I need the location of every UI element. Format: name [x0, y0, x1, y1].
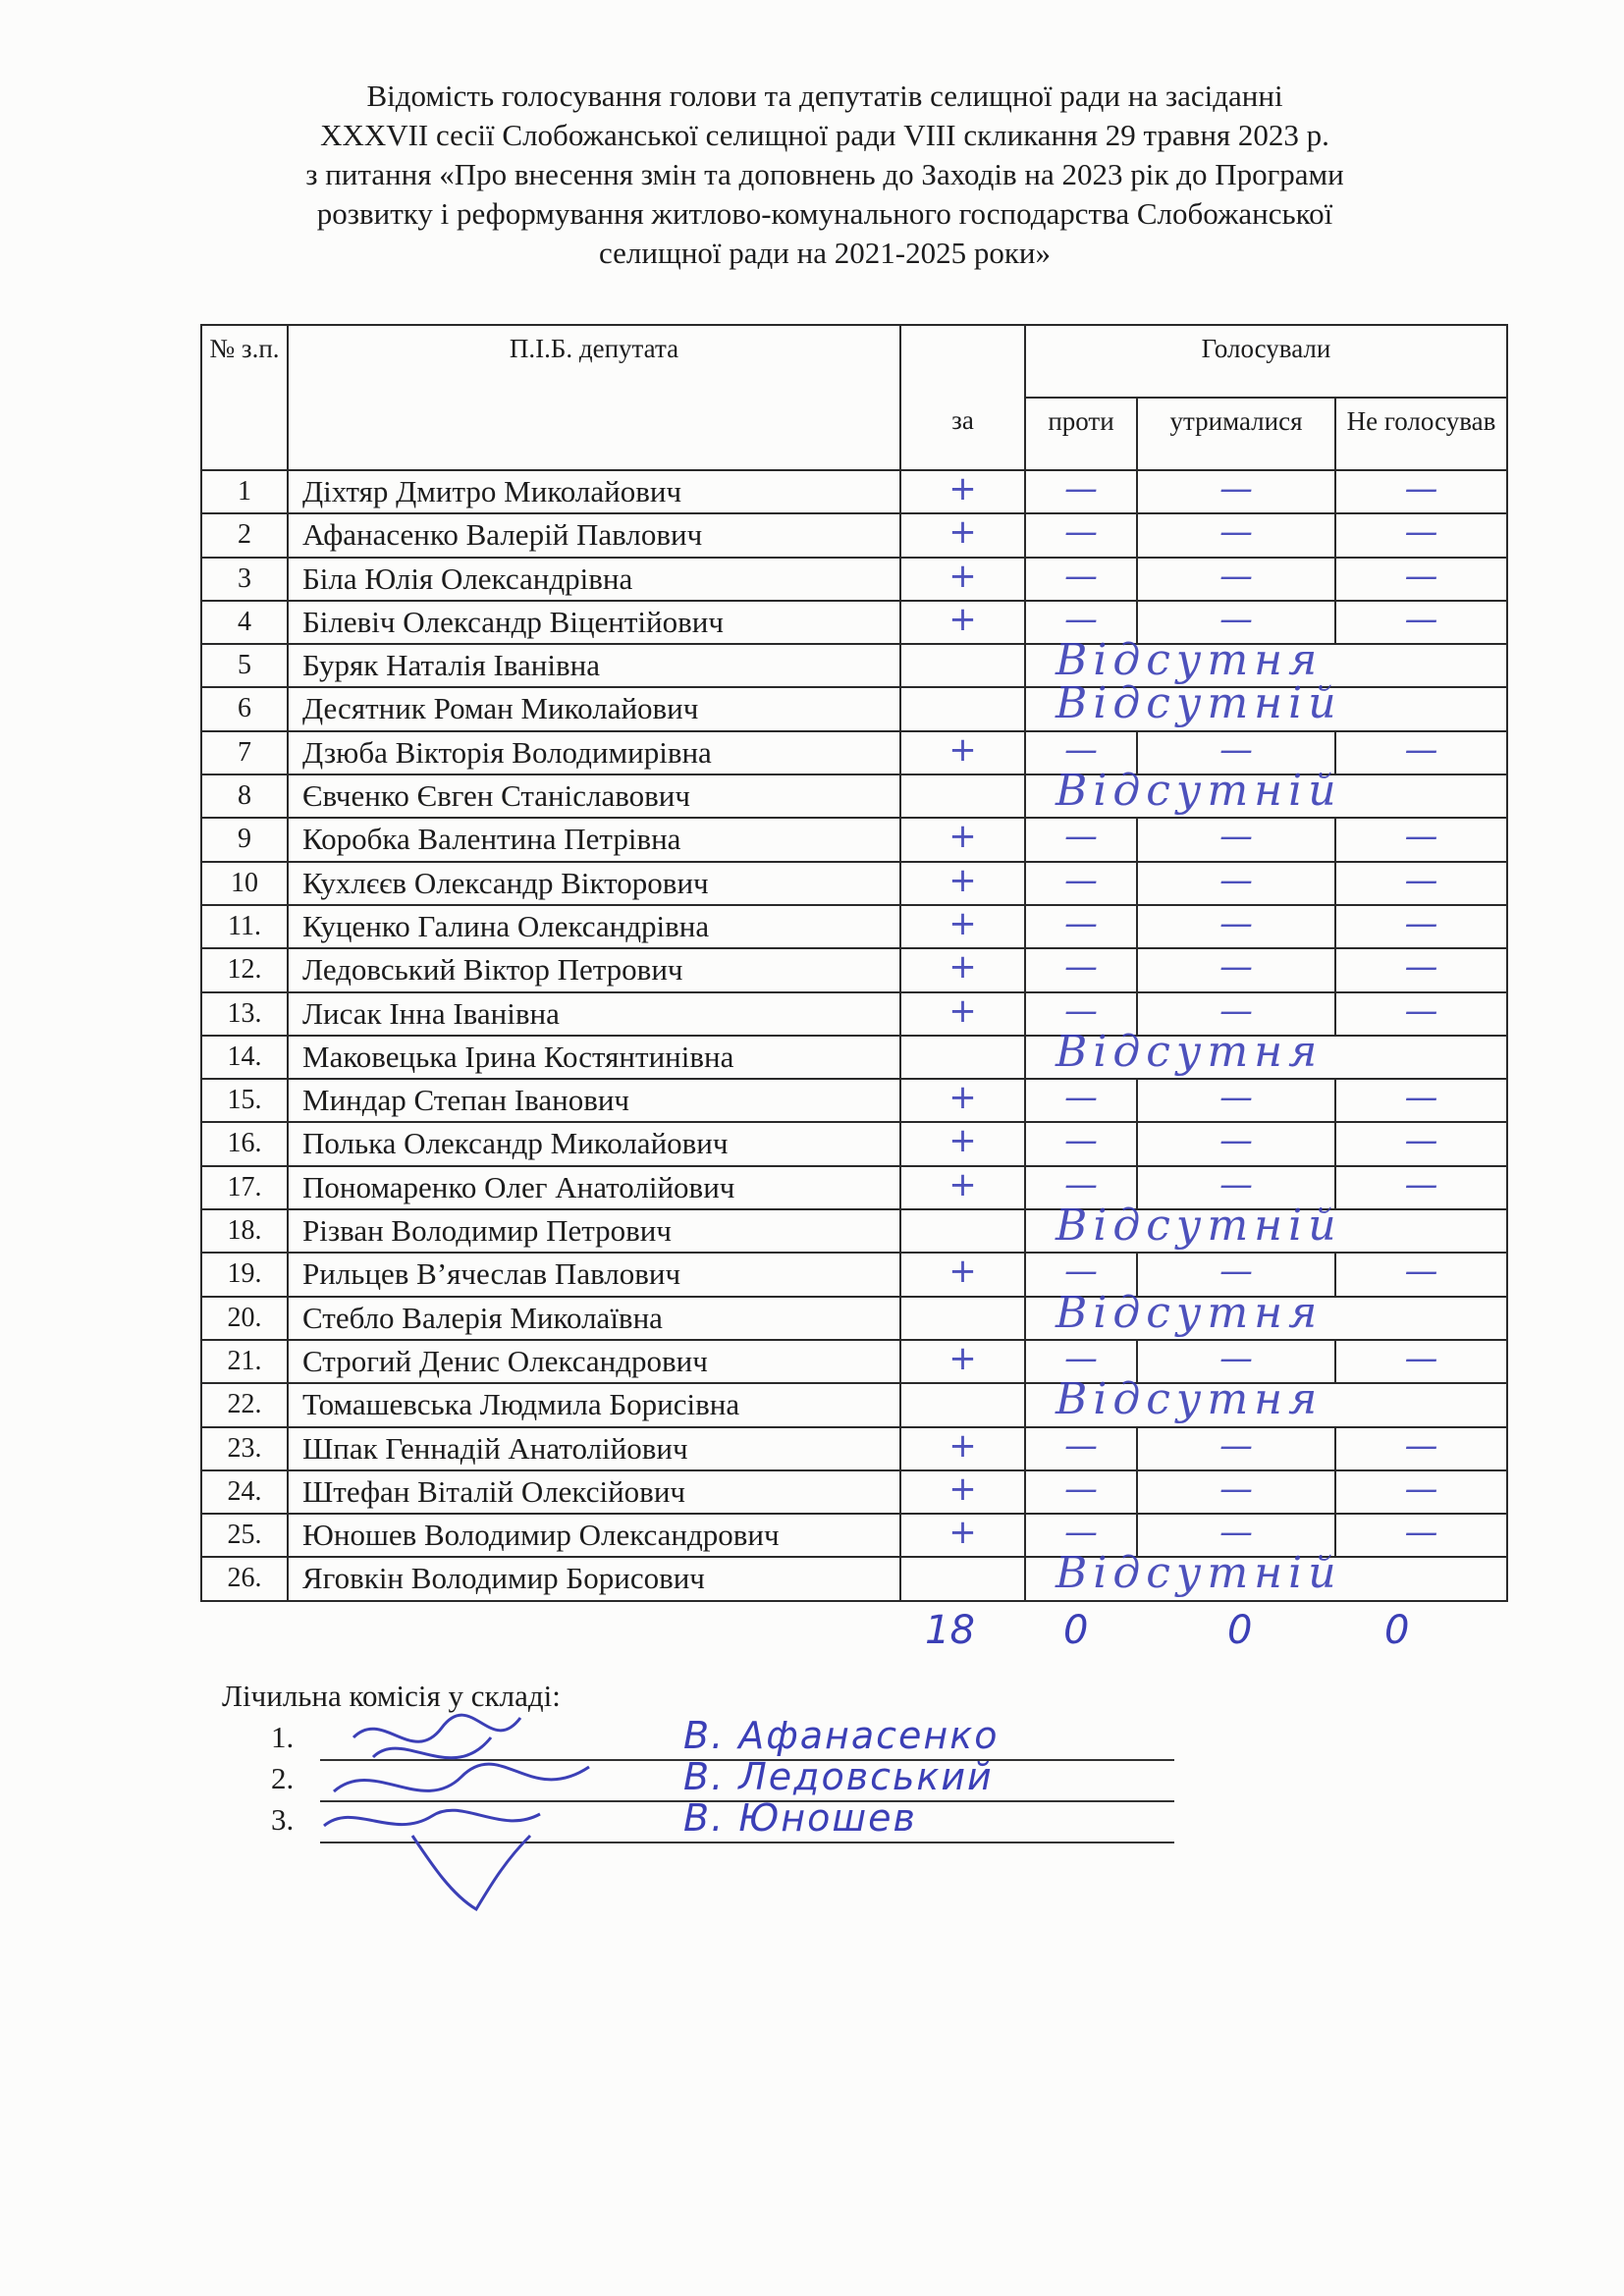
vote-for: [900, 1166, 1025, 1209]
vote-against-mark: —: [1064, 1078, 1098, 1118]
deputy-name: Кухлєєв Олександр Вікторович: [288, 862, 900, 905]
deputy-name: Томашевська Людмила Борисівна: [288, 1383, 900, 1426]
title-line-1: Відомість голосування голови та депутатів селищної ради на засіданні: [366, 79, 1283, 113]
absent-mark-cell: [1025, 1287, 1507, 1340]
vote-against-mark: —: [1064, 947, 1098, 988]
table-row: [201, 470, 1507, 513]
row-number: 23.: [201, 1427, 288, 1470]
title-line-3: з питання «Про внесення змін та доповнень до Заходів на 2023 рік до Програми: [305, 157, 1344, 191]
deputy-name: Діхтяр Дмитро Миколайович: [288, 470, 900, 513]
row-number: 6: [201, 687, 288, 730]
vote-for: [900, 1253, 1025, 1296]
vote-against: [1025, 948, 1137, 991]
row-number: 8: [201, 774, 288, 818]
header-abstain: утрималися: [1137, 398, 1335, 470]
row-number: 4: [201, 601, 288, 644]
vote-not-voted: [1335, 1122, 1507, 1165]
vote-not-voted: [1335, 862, 1507, 905]
vote-table: [200, 324, 1508, 1602]
vote-for: [900, 558, 1025, 601]
absent-mark: Відсутній: [1056, 678, 1342, 729]
row-number: 18.: [201, 1209, 288, 1253]
table-row: [201, 1122, 1507, 1165]
table-row: [201, 1036, 1507, 1079]
vote-for: [900, 601, 1025, 644]
vote-abstain-mark: —: [1219, 1425, 1253, 1466]
total-abstain: 0: [1227, 1608, 1253, 1653]
table-row: [201, 818, 1507, 861]
vote-for: [900, 1036, 1025, 1079]
vote-abstain-mark: —: [1219, 947, 1253, 988]
vote-for-mark: +: [948, 1338, 977, 1378]
vote-not-voted-mark: —: [1404, 860, 1438, 900]
row-number: 5: [201, 644, 288, 687]
row-number: 7: [201, 731, 288, 774]
absent-mark-cell: [1025, 678, 1507, 730]
commission-member-3: [271, 1802, 294, 1838]
vote-not-voted-mark: —: [1404, 1513, 1438, 1553]
deputy-name: Пономаренко Олег Анатолійович: [288, 1166, 900, 1209]
vote-not-voted-mark: —: [1404, 729, 1438, 770]
vote-not-voted-mark: —: [1404, 947, 1438, 988]
vote-against: [1025, 1079, 1137, 1122]
vote-for: [900, 862, 1025, 905]
vote-for: [900, 905, 1025, 948]
header-for: за: [900, 398, 1025, 470]
absent-mark: Відсутня: [1056, 1374, 1324, 1425]
deputy-name: Біла Юлія Олександрівна: [288, 558, 900, 601]
absent-mark: Відсутня: [1056, 1026, 1324, 1077]
member-name: В. Ледовський: [683, 1755, 994, 1798]
deputy-name: Коробка Валентина Петрівна: [288, 818, 900, 861]
vote-abstain-mark: —: [1219, 512, 1253, 553]
vote-for-mark: +: [948, 1078, 977, 1118]
vote-against-mark: —: [1064, 1121, 1098, 1161]
deputy-name: Маковецька Ірина Костянтинівна: [288, 1036, 900, 1079]
vote-not-voted: [1335, 470, 1507, 513]
vote-for: [900, 731, 1025, 774]
vote-for: [900, 1514, 1025, 1557]
absent-mark-cell: [1025, 1026, 1507, 1079]
vote-against-mark: —: [1064, 512, 1098, 553]
vote-abstain: [1137, 948, 1335, 991]
vote-abstain-mark: —: [1219, 1338, 1253, 1378]
row-number: 24.: [201, 1470, 288, 1514]
vote-for-mark: +: [948, 1252, 977, 1292]
row-number: 13.: [201, 992, 288, 1036]
total-not-voted: 0: [1384, 1608, 1410, 1653]
deputy-name: Строгий Денис Олександрович: [288, 1340, 900, 1383]
vote-not-voted: [1335, 1340, 1507, 1383]
header-name: П.І.Б. депутата: [288, 325, 900, 470]
vote-for: [900, 774, 1025, 818]
deputy-name: Ледовський Віктор Петрович: [288, 948, 900, 991]
total-for: 18: [925, 1608, 975, 1653]
absent-mark-cell: [1025, 1201, 1507, 1253]
table-row: [201, 513, 1507, 557]
deputy-name: Миндар Степан Іванович: [288, 1079, 900, 1122]
deputy-name: Штефан Віталій Олексійович: [288, 1470, 900, 1514]
row-number: 1: [201, 470, 288, 513]
table-row: [201, 1383, 1507, 1426]
vote-table-body: [201, 470, 1507, 1601]
header-against: проти: [1025, 398, 1137, 470]
vote-against-mark: —: [1064, 817, 1098, 857]
vote-abstain-mark: —: [1219, 817, 1253, 857]
vote-for-mark: +: [948, 1513, 977, 1553]
row-number: 19.: [201, 1253, 288, 1296]
vote-not-voted: [1335, 601, 1507, 644]
absent-mark: Відсутній: [1056, 1201, 1342, 1252]
vote-for: [900, 470, 1025, 513]
table-row: [201, 774, 1507, 818]
table-row: [201, 1079, 1507, 1122]
vote-not-voted-mark: —: [1404, 1252, 1438, 1292]
table-row: [201, 687, 1507, 730]
vote-against-mark: —: [1064, 1164, 1098, 1204]
commission-member-2: [271, 1761, 294, 1796]
vote-against-mark: —: [1064, 599, 1098, 639]
vote-for-mark: +: [948, 947, 977, 988]
vote-abstain: [1137, 1470, 1335, 1514]
absent-mark: Відсутній: [1056, 1548, 1342, 1599]
vote-abstain: [1137, 558, 1335, 601]
vote-for: [900, 1079, 1025, 1122]
deputy-name: Лисак Інна Іванівна: [288, 992, 900, 1036]
handwritten-signatures: [295, 1698, 707, 1924]
deputy-name: Десятник Роман Миколайович: [288, 687, 900, 730]
vote-not-voted: [1335, 948, 1507, 991]
vote-for-mark: +: [948, 469, 977, 508]
vote-abstain-mark: —: [1219, 860, 1253, 900]
vote-against: [1025, 818, 1137, 861]
vote-for-mark: +: [948, 729, 977, 770]
vote-against-mark: —: [1064, 1513, 1098, 1553]
deputy-name: Полька Олександр Миколайович: [288, 1122, 900, 1165]
vote-against: [1025, 1470, 1137, 1514]
absent-mark: Відсутня: [1056, 1287, 1324, 1338]
vote-for-mark: +: [948, 860, 977, 900]
vote-abstain: [1137, 1122, 1335, 1165]
vote-not-voted: [1335, 1514, 1507, 1557]
vote-against: [1025, 862, 1137, 905]
deputy-name: Стебло Валерія Миколаївна: [288, 1297, 900, 1340]
vote-against: [1025, 905, 1137, 948]
vote-not-voted-mark: —: [1404, 556, 1438, 596]
vote-for-mark: +: [948, 1425, 977, 1466]
table-row: [201, 1557, 1507, 1600]
member-number: 2.: [271, 1761, 295, 1795]
vote-abstain-mark: —: [1219, 1468, 1253, 1509]
header-not-voted: Не голосував: [1335, 398, 1507, 470]
vote-for-mark: +: [948, 599, 977, 639]
vote-for-mark: +: [948, 1468, 977, 1509]
vote-not-voted-mark: —: [1404, 1425, 1438, 1466]
table-row: [201, 948, 1507, 991]
row-number: 9: [201, 818, 288, 861]
vote-for: [900, 1427, 1025, 1470]
title-line-2: XXXVII сесії Слобожанської селищної ради VIII скликання 29 травня 2023 р.: [320, 118, 1329, 152]
vote-for-mark: +: [948, 990, 977, 1031]
title-line-4: розвитку і реформування житлово-комунального господарства Слобожанської: [316, 196, 1333, 231]
vote-not-voted-mark: —: [1404, 1121, 1438, 1161]
header-blank: [900, 325, 1025, 398]
totals-row: [0, 1608, 1624, 1667]
deputy-name: Білевіч Олександр Віцентійович: [288, 601, 900, 644]
vote-abstain-mark: —: [1219, 729, 1253, 770]
vote-abstain-mark: —: [1219, 1252, 1253, 1292]
vote-abstain-mark: —: [1219, 990, 1253, 1031]
vote-against: [1025, 1122, 1137, 1165]
vote-against: [1025, 558, 1137, 601]
row-number: 21.: [201, 1340, 288, 1383]
vote-not-voted-mark: —: [1404, 512, 1438, 553]
vote-against-mark: —: [1064, 469, 1098, 508]
vote-against-mark: —: [1064, 990, 1098, 1031]
table-row: [201, 1297, 1507, 1340]
vote-abstain: [1137, 905, 1335, 948]
vote-for: [900, 1122, 1025, 1165]
vote-for: [900, 948, 1025, 991]
document-title: [226, 77, 1424, 273]
vote-against-mark: —: [1064, 860, 1098, 900]
table-row: [201, 862, 1507, 905]
deputy-name: Дзюба Вікторія Володимирівна: [288, 731, 900, 774]
vote-against-mark: —: [1064, 1252, 1098, 1292]
vote-not-voted-mark: —: [1404, 990, 1438, 1031]
vote-not-voted: [1335, 992, 1507, 1036]
vote-abstain: [1137, 470, 1335, 513]
vote-not-voted: [1335, 513, 1507, 557]
deputy-name: Шпак Геннадій Анатолійович: [288, 1427, 900, 1470]
vote-not-voted-mark: —: [1404, 1164, 1438, 1204]
row-number: 15.: [201, 1079, 288, 1122]
deputy-name: Різван Володимир Петрович: [288, 1209, 900, 1253]
deputy-name: Рильцев В’ячеслав Павлович: [288, 1253, 900, 1296]
vote-not-voted-mark: —: [1404, 903, 1438, 943]
vote-for: [900, 1557, 1025, 1600]
deputy-name: Яговкін Володимир Борисович: [288, 1557, 900, 1600]
vote-not-voted-mark: —: [1404, 599, 1438, 639]
row-number: 16.: [201, 1122, 288, 1165]
absent-mark: Відсутня: [1056, 635, 1324, 686]
vote-abstain-mark: —: [1219, 599, 1253, 639]
total-against: 0: [1063, 1608, 1089, 1653]
row-number: 10: [201, 862, 288, 905]
vote-not-voted: [1335, 1166, 1507, 1209]
vote-against: [1025, 470, 1137, 513]
vote-for: [900, 513, 1025, 557]
title-line-5: селищної ради на 2021-2025 роки»: [599, 236, 1051, 270]
deputy-name: Афанасенко Валерій Павлович: [288, 513, 900, 557]
vote-not-voted: [1335, 1253, 1507, 1296]
vote-abstain: [1137, 1427, 1335, 1470]
vote-against: [1025, 1427, 1137, 1470]
vote-abstain-mark: —: [1219, 1078, 1253, 1118]
member-name: В. Юношев: [683, 1796, 917, 1840]
absent-mark: Відсутній: [1056, 766, 1342, 817]
vote-against-mark: —: [1064, 903, 1098, 943]
header-number: № з.п.: [201, 325, 288, 470]
vote-for-mark: +: [948, 817, 977, 857]
commission-label: Лічильна комісія у складі:: [222, 1679, 561, 1713]
vote-for: [900, 1297, 1025, 1340]
member-number: 3.: [271, 1802, 295, 1837]
row-number: 11.: [201, 905, 288, 948]
vote-abstain-mark: —: [1219, 1513, 1253, 1553]
member-name: В. Афанасенко: [683, 1714, 1000, 1757]
vote-for: [900, 1470, 1025, 1514]
vote-abstain: [1137, 862, 1335, 905]
row-number: 2: [201, 513, 288, 557]
vote-abstain-mark: —: [1219, 1121, 1253, 1161]
deputy-name: Куценко Галина Олександрівна: [288, 905, 900, 948]
vote-against-mark: —: [1064, 1338, 1098, 1378]
vote-not-voted-mark: —: [1404, 1338, 1438, 1378]
vote-against-mark: —: [1064, 1425, 1098, 1466]
vote-for: [900, 687, 1025, 730]
absent-mark-cell: [1025, 766, 1507, 818]
vote-for-mark: +: [948, 556, 977, 596]
vote-abstain-mark: —: [1219, 903, 1253, 943]
vote-not-voted: [1335, 558, 1507, 601]
row-number: 26.: [201, 1557, 288, 1600]
vote-against-mark: —: [1064, 556, 1098, 596]
row-number: 12.: [201, 948, 288, 991]
vote-for: [900, 1383, 1025, 1426]
vote-not-voted-mark: —: [1404, 469, 1438, 508]
vote-not-voted: [1335, 1079, 1507, 1122]
member-number: 1.: [271, 1720, 295, 1754]
vote-not-voted-mark: —: [1404, 1078, 1438, 1118]
table-row: [201, 1470, 1507, 1514]
vote-not-voted-mark: —: [1404, 1468, 1438, 1509]
header-voted: Голосували: [1025, 325, 1507, 398]
vote-not-voted: [1335, 1470, 1507, 1514]
vote-abstain: [1137, 818, 1335, 861]
vote-against-mark: —: [1064, 1468, 1098, 1509]
vote-not-voted: [1335, 905, 1507, 948]
vote-for: [900, 992, 1025, 1036]
table-row: [201, 1427, 1507, 1470]
row-number: 14.: [201, 1036, 288, 1079]
vote-for: [900, 818, 1025, 861]
vote-not-voted: [1335, 818, 1507, 861]
table-row: [201, 905, 1507, 948]
vote-against: [1025, 513, 1137, 557]
vote-abstain: [1137, 1079, 1335, 1122]
table-row: [201, 558, 1507, 601]
vote-for-mark: +: [948, 512, 977, 553]
row-number: 20.: [201, 1297, 288, 1340]
vote-abstain: [1137, 513, 1335, 557]
vote-for-mark: +: [948, 1121, 977, 1161]
vote-not-voted: [1335, 731, 1507, 774]
row-number: 17.: [201, 1166, 288, 1209]
row-number: 3: [201, 558, 288, 601]
row-number: 22.: [201, 1383, 288, 1426]
vote-for-mark: +: [948, 903, 977, 943]
deputy-name: Буряк Наталія Іванівна: [288, 644, 900, 687]
row-number: 25.: [201, 1514, 288, 1557]
table-row: [201, 1209, 1507, 1253]
vote-not-voted: [1335, 1427, 1507, 1470]
deputy-name: Євченко Євген Станіславович: [288, 774, 900, 818]
absent-mark-cell: [1025, 1548, 1507, 1600]
vote-abstain-mark: —: [1219, 1164, 1253, 1204]
commission-member-1: [271, 1720, 294, 1755]
vote-for-mark: +: [948, 1164, 977, 1204]
vote-abstain-mark: —: [1219, 556, 1253, 596]
vote-for: [900, 1209, 1025, 1253]
vote-abstain-mark: —: [1219, 469, 1253, 508]
absent-mark-cell: [1025, 1374, 1507, 1426]
vote-for: [900, 1340, 1025, 1383]
deputy-name: Юношев Володимир Олександрович: [288, 1514, 900, 1557]
vote-not-voted-mark: —: [1404, 817, 1438, 857]
vote-for: [900, 644, 1025, 687]
vote-against-mark: —: [1064, 729, 1098, 770]
